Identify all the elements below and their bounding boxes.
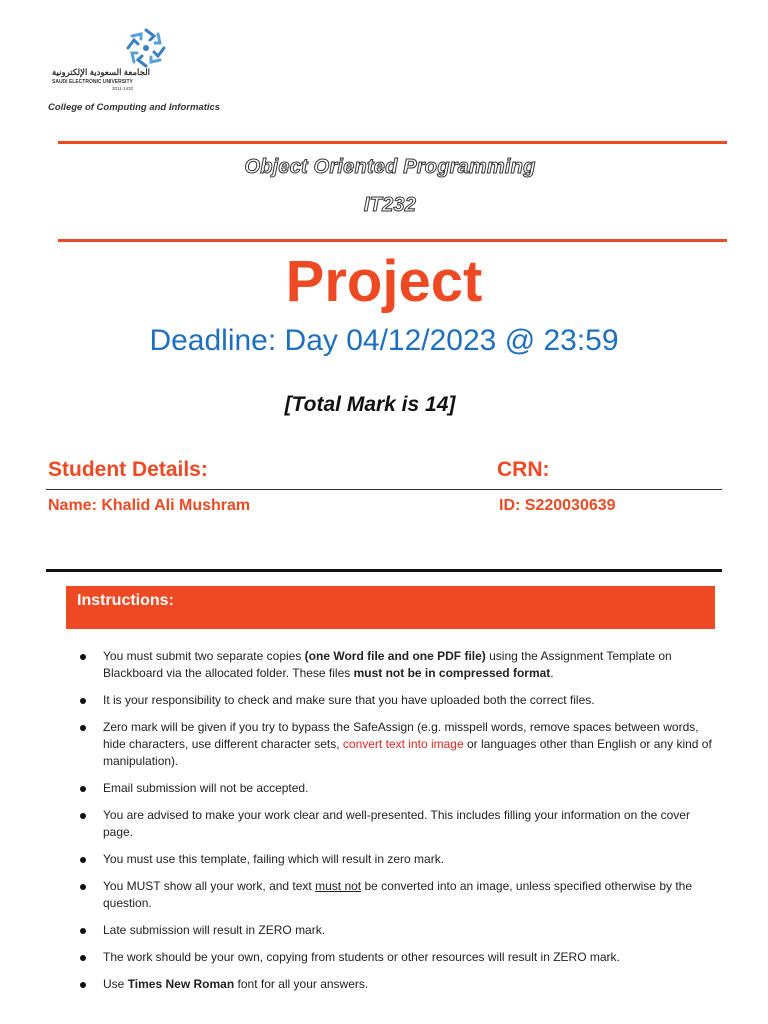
- seu-logo-icon: [124, 26, 168, 70]
- bullet-dot-icon: [80, 813, 86, 819]
- list-item: You must use this template, failing which will result in zero mark.: [74, 851, 714, 868]
- university-name-arabic: الجامعة السعودية الإلكترونية: [52, 67, 151, 77]
- deadline-text: Deadline: Day 04/12/2023 @ 23:59: [149, 324, 619, 357]
- student-details-divider: [46, 489, 722, 490]
- bullet-dot-icon: [80, 654, 86, 660]
- list-item: Use Times New Roman font for all your answers.: [74, 976, 714, 993]
- bottom-divider: [58, 239, 727, 242]
- list-item: It is your responsibility to check and make sure that you have uploaded both the correct files.: [74, 692, 714, 709]
- university-name-english: SAUDI ELECTRONIC UNIVERSITY: [52, 79, 133, 85]
- bullet-dot-icon: [80, 982, 86, 988]
- bullet-dot-icon: [80, 725, 86, 731]
- student-name: Name: Khalid Ali Mushram: [48, 497, 251, 514]
- student-id: ID: S220030639: [499, 497, 616, 514]
- total-mark: [Total Mark is 14]: [284, 393, 456, 416]
- university-year: 2011-1432: [112, 86, 134, 91]
- course-code: IT232: [363, 194, 417, 216]
- list-item: You MUST show all your work, and text must not be converted into an image, unless specified otherwise by the question.: [74, 878, 714, 912]
- bullet-dot-icon: [80, 928, 86, 934]
- bullet-dot-icon: [80, 698, 86, 704]
- instructions-list: [74, 648, 714, 993]
- list-item: Email submission will not be accepted.: [74, 780, 714, 797]
- list-item: The work should be your own, copying from students or other resources will result in ZERO mark.: [74, 949, 714, 966]
- project-heading: Project: [285, 249, 483, 314]
- course-title: Object Oriented Programming: [244, 156, 536, 178]
- list-item: You must submit two separate copies (one Word file and one PDF file) using the Assignment Template on Blackboard via the allocated folder. These files must not be in compressed format.: [74, 648, 714, 682]
- student-details-label: Student Details:: [48, 458, 208, 481]
- top-divider: [58, 141, 727, 144]
- bullet-dot-icon: [80, 857, 86, 863]
- college-name: College of Computing and Informatics: [48, 102, 221, 113]
- bullet-dot-icon: [80, 786, 86, 792]
- section-divider: [46, 569, 722, 572]
- bullet-dot-icon: [80, 884, 86, 890]
- list-item: You are advised to make your work clear and well-presented. This includes filling your information on the cover page.: [74, 807, 714, 841]
- crn-label: CRN:: [497, 458, 550, 481]
- instructions-title: Instructions:: [77, 592, 174, 609]
- list-item: Zero mark will be given if you try to bypass the SafeAssign (e.g. misspell words, remove spaces between words, hide characters, use different character sets, convert text into image or languages other than English or any kind of manipulation).: [74, 719, 714, 770]
- bullet-dot-icon: [80, 955, 86, 961]
- list-item: Late submission will result in ZERO mark.: [74, 922, 714, 939]
